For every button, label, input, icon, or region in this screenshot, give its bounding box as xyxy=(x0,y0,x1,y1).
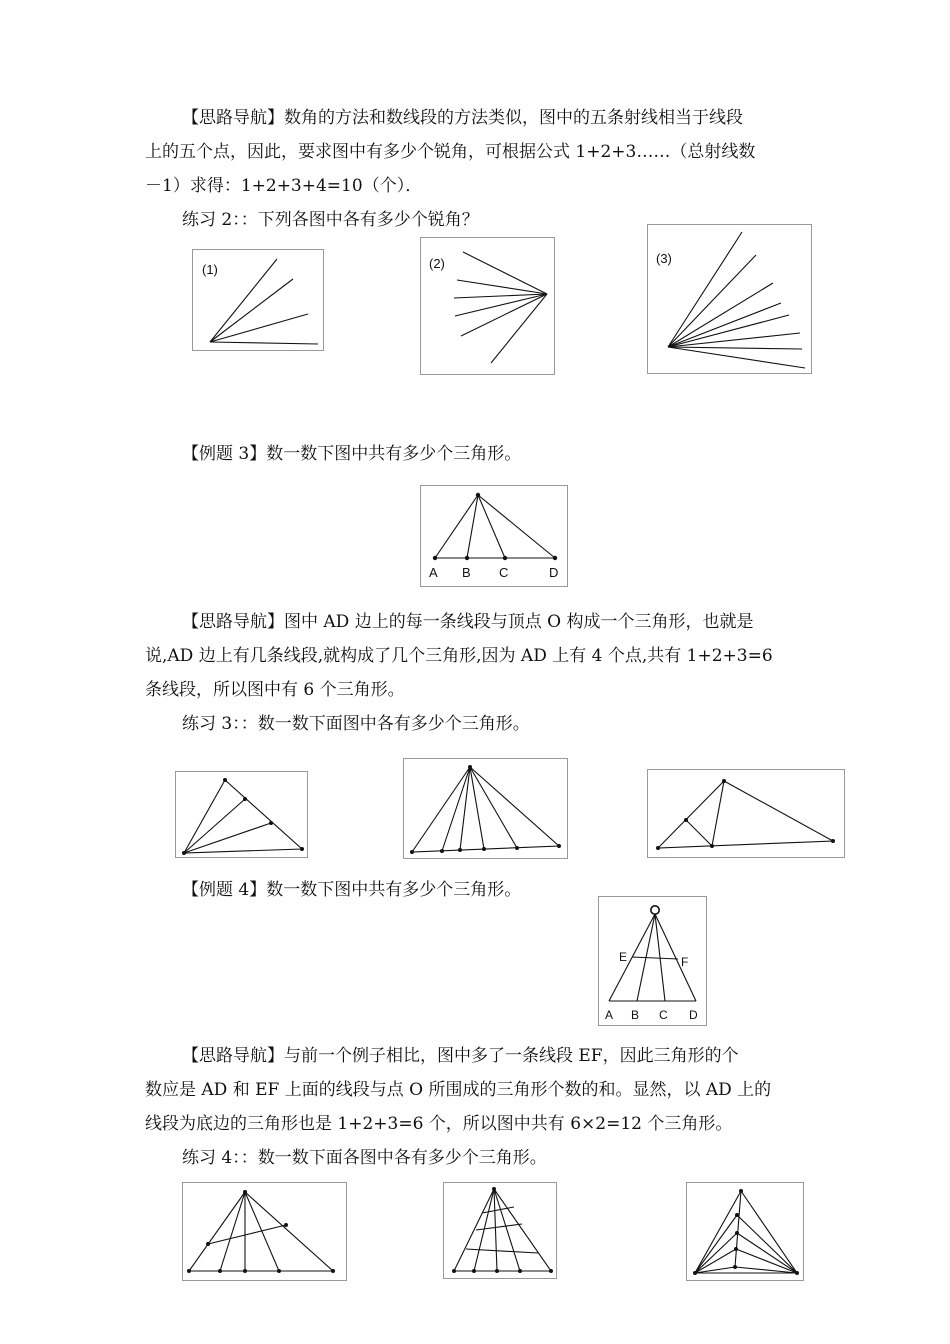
section3-line3: 条线段，所以图中有 6 个三角形。 xyxy=(145,680,405,700)
section4-line3: 线段为底边的三角形也是 1+2+3=6 个，所以图中共有 6×2=12 个三角形。 xyxy=(145,1114,733,1134)
apex-o-label: O xyxy=(649,903,659,917)
practice3-figure-1 xyxy=(175,771,308,858)
figure-3-label: (3) xyxy=(656,251,672,266)
practice2-figure-3 xyxy=(647,224,812,374)
point-b-label: B xyxy=(462,565,471,580)
section1-line3: －1）求得：1+2+3+4=10（个）． xyxy=(145,176,423,196)
figure-2-label: (2) xyxy=(429,256,445,271)
point-e-label: E xyxy=(619,950,628,964)
example3-figure xyxy=(420,485,568,587)
section1-line1: 【思路导航】数角的方法和数线段的方法类似，图中的五条射线相当于线段 xyxy=(182,108,743,128)
practice4-figure-3 xyxy=(686,1182,804,1281)
section3-line1: 【思路导航】图中 AD 边上的每一条线段与顶点 O 构成一个三角形，也就是 xyxy=(182,612,754,632)
point-c-label: C xyxy=(499,565,509,580)
practice3-figure-2 xyxy=(403,758,568,859)
point-d-label: D xyxy=(689,1008,698,1022)
practice4-title: 练习 4：：数一数下面各图中各有多少个三角形。 xyxy=(182,1148,547,1168)
practice3-figure-3 xyxy=(647,769,845,858)
point-d-label: D xyxy=(549,565,559,580)
point-a-label: A xyxy=(429,565,438,580)
figure-1-label: (1) xyxy=(202,262,218,277)
point-a-label: A xyxy=(605,1008,614,1022)
example4-figure xyxy=(598,896,707,1026)
practice2-figure-1 xyxy=(192,249,324,351)
example3-title: 【例题 3】数一数下图中共有多少个三角形。 xyxy=(182,444,522,464)
practice3-title: 练习 3：：数一数下面图中各有多少个三角形。 xyxy=(182,714,530,734)
practice2-title: 练习 2：：下列各图中各有多少个锐角？ xyxy=(182,210,479,230)
point-c-label: C xyxy=(659,1008,668,1022)
practice2-figure-2 xyxy=(420,237,555,375)
section1-line2: 上的五个点，因此，要求图中有多少个锐角，可根据公式 1+2+3……（总射线数 xyxy=(145,142,756,162)
section3-line2: 说,AD 边上有几条线段,就构成了几个三角形,因为 AD 上有 4 个点,共有 1+2+3=6 xyxy=(145,646,773,666)
example4-title: 【例题 4】数一数下图中共有多少个三角形。 xyxy=(182,880,522,900)
point-b-label: B xyxy=(631,1008,640,1022)
practice4-figure-2 xyxy=(443,1182,557,1279)
section4-line1: 【思路导航】与前一个例子相比，图中多了一条线段 EF，因此三角形的个 xyxy=(182,1046,739,1066)
practice4-figure-1 xyxy=(182,1182,347,1281)
point-f-label: F xyxy=(681,955,689,969)
section4-line2: 数应是 AD 和 EF 上面的线段与点 O 所围成的三角形个数的和。显然，以 AD 上的 xyxy=(145,1080,772,1100)
